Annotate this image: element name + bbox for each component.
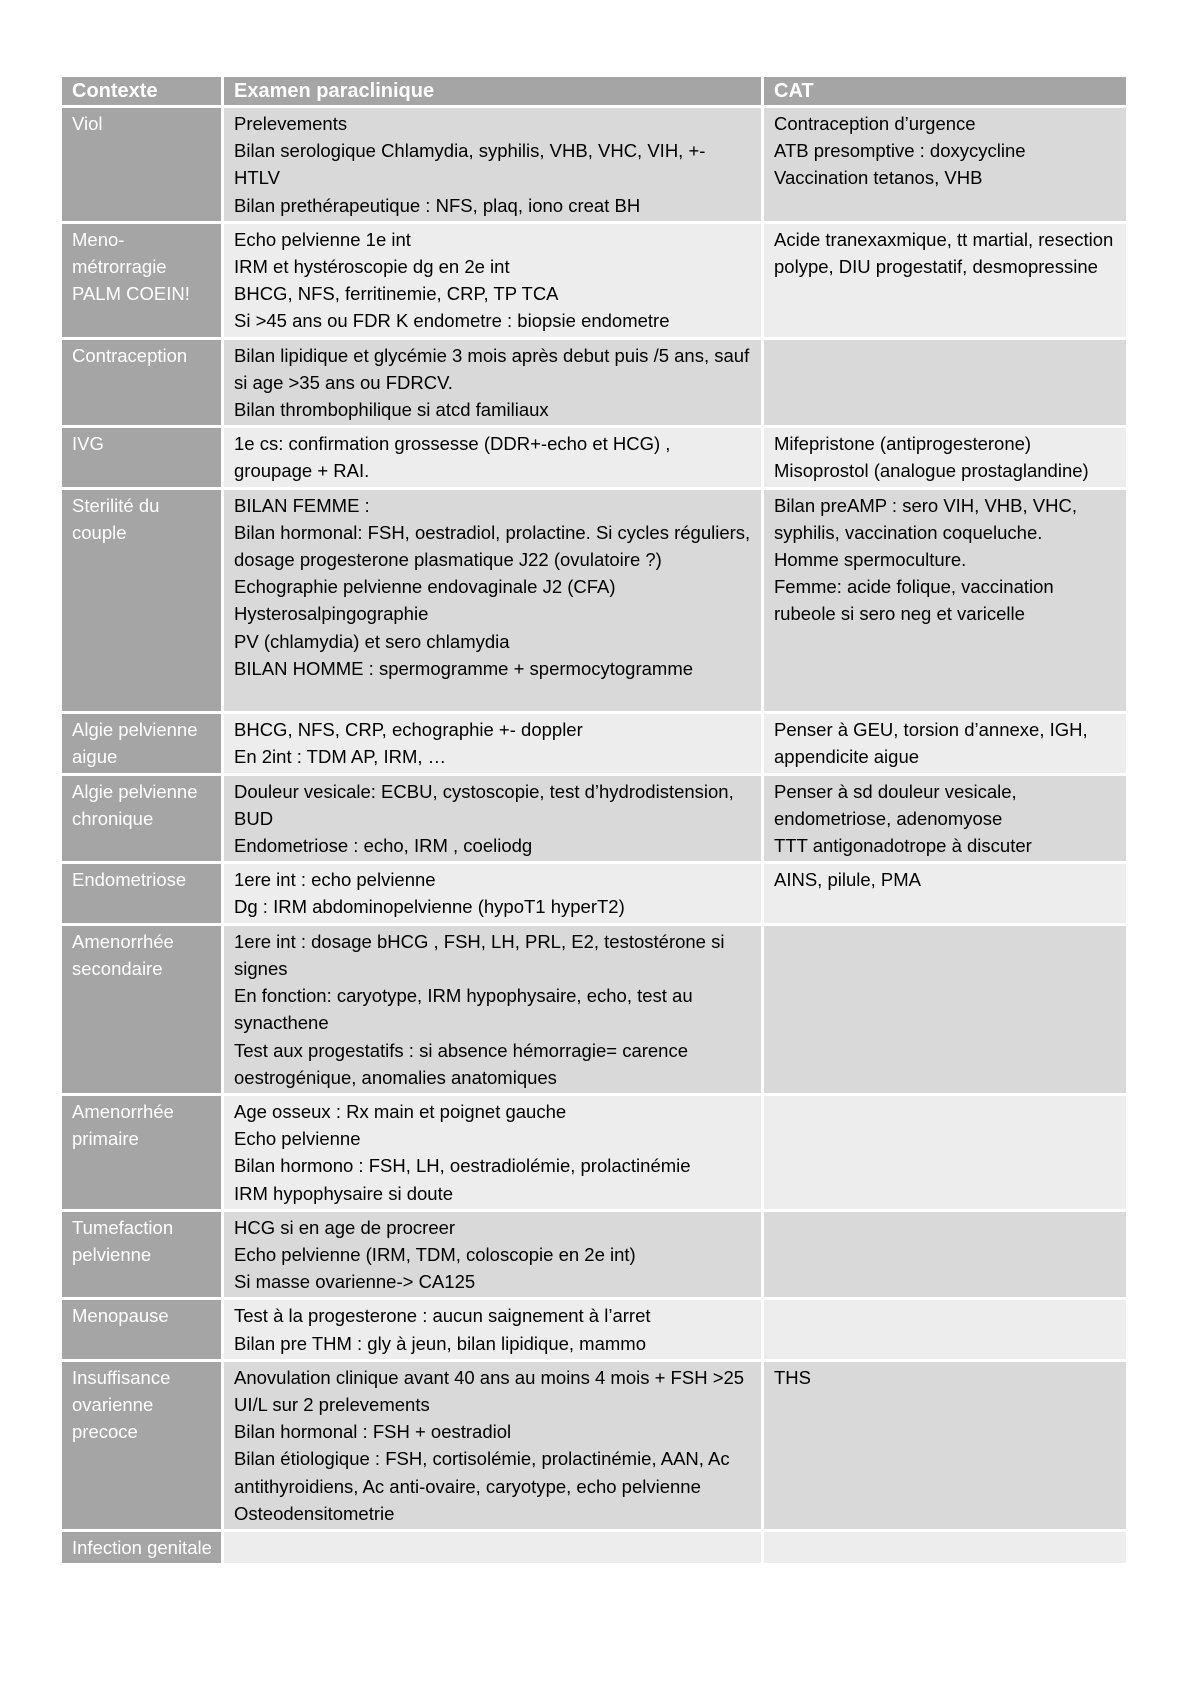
cell-line: Bilan prethérapeutique : NFS, plaq, iono creat BH (234, 194, 641, 216)
cell-line: 1e cs: confirmation grossesse (DDR+-echo et HCG) , groupage + RAI. (234, 433, 671, 482)
cell-line: Prelevements (234, 113, 348, 134)
cell-line: BHCG, NFS, CRP, echographie +- doppler (234, 719, 583, 741)
cell-cat (764, 776, 1126, 862)
cell-line: Algie pelvienne chronique (72, 780, 198, 829)
cell-line: TTT antigonadotrope à discuter (774, 835, 1032, 857)
cell-line: En fonction: caryotype, IRM hypophysaire, echo, test au synacthene (234, 985, 693, 1034)
table-row (62, 776, 1126, 862)
header-exams: Examen paraclinique (224, 77, 764, 105)
cell-line: Amenorrhée secondaire (72, 930, 174, 979)
cell-cat (764, 1096, 1126, 1209)
table-row (62, 1300, 1126, 1358)
cell-line: Echographie pelvienne endovaginale J2 (CFA) (234, 576, 616, 598)
cell-context (62, 714, 224, 772)
cell-line: Penser à GEU, torsion d’annexe, IGH, appendicite aigue (774, 719, 1088, 768)
cell-cat (764, 1300, 1126, 1358)
table-body (62, 108, 1126, 1563)
cell-line: Echo pelvienne (IRM, TDM, coloscopie en 2e int) (234, 1243, 636, 1265)
cell-line: Vaccination tetanos, VHB (774, 167, 983, 189)
cell-line: Bilan lipidique et glycémie 3 mois après debut puis /5 ans, sauf si age >35 ans ou FDRCV. (234, 344, 750, 393)
cell-line: Femme: acide folique, vaccination rubeole si sero neg et varicelle (774, 576, 1054, 625)
cell-line: Hysterosalpingographie (234, 603, 429, 625)
cell-cat (764, 428, 1126, 486)
cell-exams (224, 340, 764, 426)
cell-cat (764, 1532, 1126, 1563)
cell-context (62, 108, 224, 221)
cell-line: BHCG, NFS, ferritinemie, CRP, TP TCA (234, 283, 559, 305)
cell-context (62, 1212, 224, 1298)
cell-line: Amenorrhée primaire (72, 1100, 174, 1150)
cell-line: THS (774, 1366, 811, 1388)
header-cat: CAT (764, 77, 1126, 105)
cell-line: Bilan preAMP : sero VIH, VHB, VHC, syphilis, vaccination coqueluche. (774, 494, 1077, 543)
cell-line: 1ere int : dosage bHCG , FSH, LH, PRL, E2, testostérone si signes (234, 930, 725, 979)
cell-line: Echo pelvienne (234, 1128, 361, 1150)
header-context: Contexte (62, 77, 224, 105)
cell-exams (224, 1212, 764, 1298)
cell-line: Viol (72, 113, 103, 134)
cell-line: Osteodensitometrie (234, 1502, 395, 1524)
cell-line: BILAN HOMME : spermogramme + spermocytogramme (234, 657, 694, 679)
cell-context (62, 1300, 224, 1358)
cell-line: Contraception d’urgence (774, 113, 976, 134)
cell-line (234, 682, 753, 709)
cell-line: Bilan hormonal: FSH, oestradiol, prolactine. Si cycles réguliers, dosage progesterone plasmatique J22 (ovulatoire ?) (234, 521, 751, 571)
table-row (62, 1212, 1126, 1298)
table-row (62, 490, 1126, 712)
cell-line: Bilan hormonal : FSH + oestradiol (234, 1421, 512, 1443)
cell-exams (224, 428, 764, 486)
cell-cat (764, 224, 1126, 337)
table-row (62, 340, 1126, 426)
cell-exams (224, 108, 764, 221)
cell-line: Sterilité du couple (72, 494, 160, 543)
cell-line: Age osseux : Rx main et poignet gauche (234, 1100, 567, 1122)
cell-line: Insuffisance ovarienne precoce (72, 1366, 171, 1443)
cell-exams (224, 926, 764, 1093)
table-row (62, 1096, 1126, 1209)
cell-line: Tumefaction pelvienne (72, 1216, 174, 1265)
cell-line: Test aux progestatifs : si absence hémorragie= carence oestrogénique, anomalies anatomiques (234, 1039, 689, 1088)
cell-cat (764, 714, 1126, 772)
cell-context (62, 224, 224, 337)
cell-cat (764, 864, 1126, 922)
table-row (62, 224, 1126, 337)
cell-context (62, 926, 224, 1093)
cell-line: Menopause (72, 1305, 169, 1327)
cell-line: Si >45 ans ou FDR K endometre : biopsie endometre (234, 310, 670, 332)
cell-line: 1ere int : echo pelvienne (234, 869, 436, 891)
cell-line: IRM et hystéroscopie dg en 2e int (234, 256, 510, 278)
cell-exams (224, 1300, 764, 1358)
cell-line: BILAN FEMME : (234, 494, 370, 516)
table-row (62, 864, 1126, 922)
cell-line: Echo pelvienne 1e int (234, 228, 411, 250)
cell-exams (224, 714, 764, 772)
cell-line: Bilan pre THM : gly à jeun, bilan lipidique, mammo (234, 1332, 646, 1354)
table-row (62, 428, 1126, 486)
table-row (62, 1532, 1126, 1563)
table-row (62, 926, 1126, 1093)
cell-line: Mifepristone (antiprogesterone) (774, 433, 1032, 455)
cell-line: IVG (72, 433, 104, 455)
cell-cat (764, 340, 1126, 426)
cell-context (62, 490, 224, 712)
cell-cat (764, 926, 1126, 1093)
cell-context (62, 1362, 224, 1529)
cell-context (62, 1532, 224, 1563)
table-row (62, 108, 1126, 221)
cell-line: Contraception (72, 344, 188, 366)
cell-exams (224, 1532, 764, 1563)
table-header (62, 77, 1126, 105)
cell-line: PV (chlamydia) et sero chlamydia (234, 630, 510, 652)
cell-line: Infection genitale (72, 1536, 212, 1558)
cell-line: Test à la progesterone : aucun saignement à l’arret (234, 1305, 651, 1327)
cell-line: Acide tranexaxmique, tt martial, resection polype, DIU progestatif, desmopressine (774, 228, 1114, 278)
cell-line: IRM hypophysaire si doute (234, 1182, 454, 1204)
cell-line: Homme spermoculture. (774, 549, 967, 571)
cell-line: En 2int : TDM AP, IRM, … (234, 746, 447, 768)
table-row (62, 1362, 1126, 1529)
cell-exams (224, 1362, 764, 1529)
exam-table (62, 74, 1126, 1566)
cell-context (62, 428, 224, 486)
cell-cat (764, 490, 1126, 712)
cell-line: Misoprostol (analogue prostaglandine) (774, 460, 1089, 482)
cell-line: Algie pelvienne aigue (72, 719, 198, 768)
cell-line: AINS, pilule, PMA (774, 869, 922, 891)
cell-exams (224, 224, 764, 337)
cell-exams (224, 490, 764, 712)
cell-line: Bilan étiologique : FSH, cortisolémie, prolactinémie, AAN, Ac antithyroidiens, Ac anti-ovaire, caryotype, echo pelvienne (234, 1448, 730, 1497)
cell-line: Endometriose (72, 869, 187, 891)
cell-line: Endometriose : echo, IRM , coeliodg (234, 835, 533, 857)
cell-exams (224, 776, 764, 862)
cell-line: métrorragie (72, 256, 167, 278)
cell-context (62, 340, 224, 426)
cell-exams (224, 864, 764, 922)
cell-line: HCG si en age de procreer (234, 1216, 456, 1238)
cell-line: Si masse ovarienne-> CA125 (234, 1271, 476, 1293)
cell-context (62, 1096, 224, 1209)
cell-line: Dg : IRM abdominopelvienne (hypoT1 hyperT2) (234, 896, 625, 918)
cell-line: PALM COEIN! (72, 283, 190, 305)
cell-line: Bilan serologique Chlamydia, syphilis, VHB, VHC, VIH, +- HTLV (234, 140, 706, 189)
cell-context (62, 864, 224, 922)
table-row (62, 714, 1126, 772)
cell-cat (764, 1362, 1126, 1529)
cell-line: Penser à sd douleur vesicale, endometriose, adenomyose (774, 780, 1017, 829)
cell-line: Douleur vesicale: ECBU, cystoscopie, test d’hydrodistension, BUD (234, 780, 734, 829)
cell-line: ATB presomptive : doxycycline (774, 140, 1026, 162)
cell-context (62, 776, 224, 862)
cell-line: Bilan hormono : FSH, LH, oestradiolémie, prolactinémie (234, 1155, 691, 1177)
cell-exams (224, 1096, 764, 1209)
cell-line: Meno- (72, 228, 125, 250)
cell-cat (764, 1212, 1126, 1298)
cell-line: Anovulation clinique avant 40 ans au moins 4 mois + FSH >25 UI/L sur 2 prelevements (234, 1366, 745, 1415)
header-row (62, 77, 1126, 105)
cell-line: Bilan thrombophilique si atcd familiaux (234, 399, 549, 421)
document-page (62, 74, 1126, 1566)
cell-cat (764, 108, 1126, 221)
